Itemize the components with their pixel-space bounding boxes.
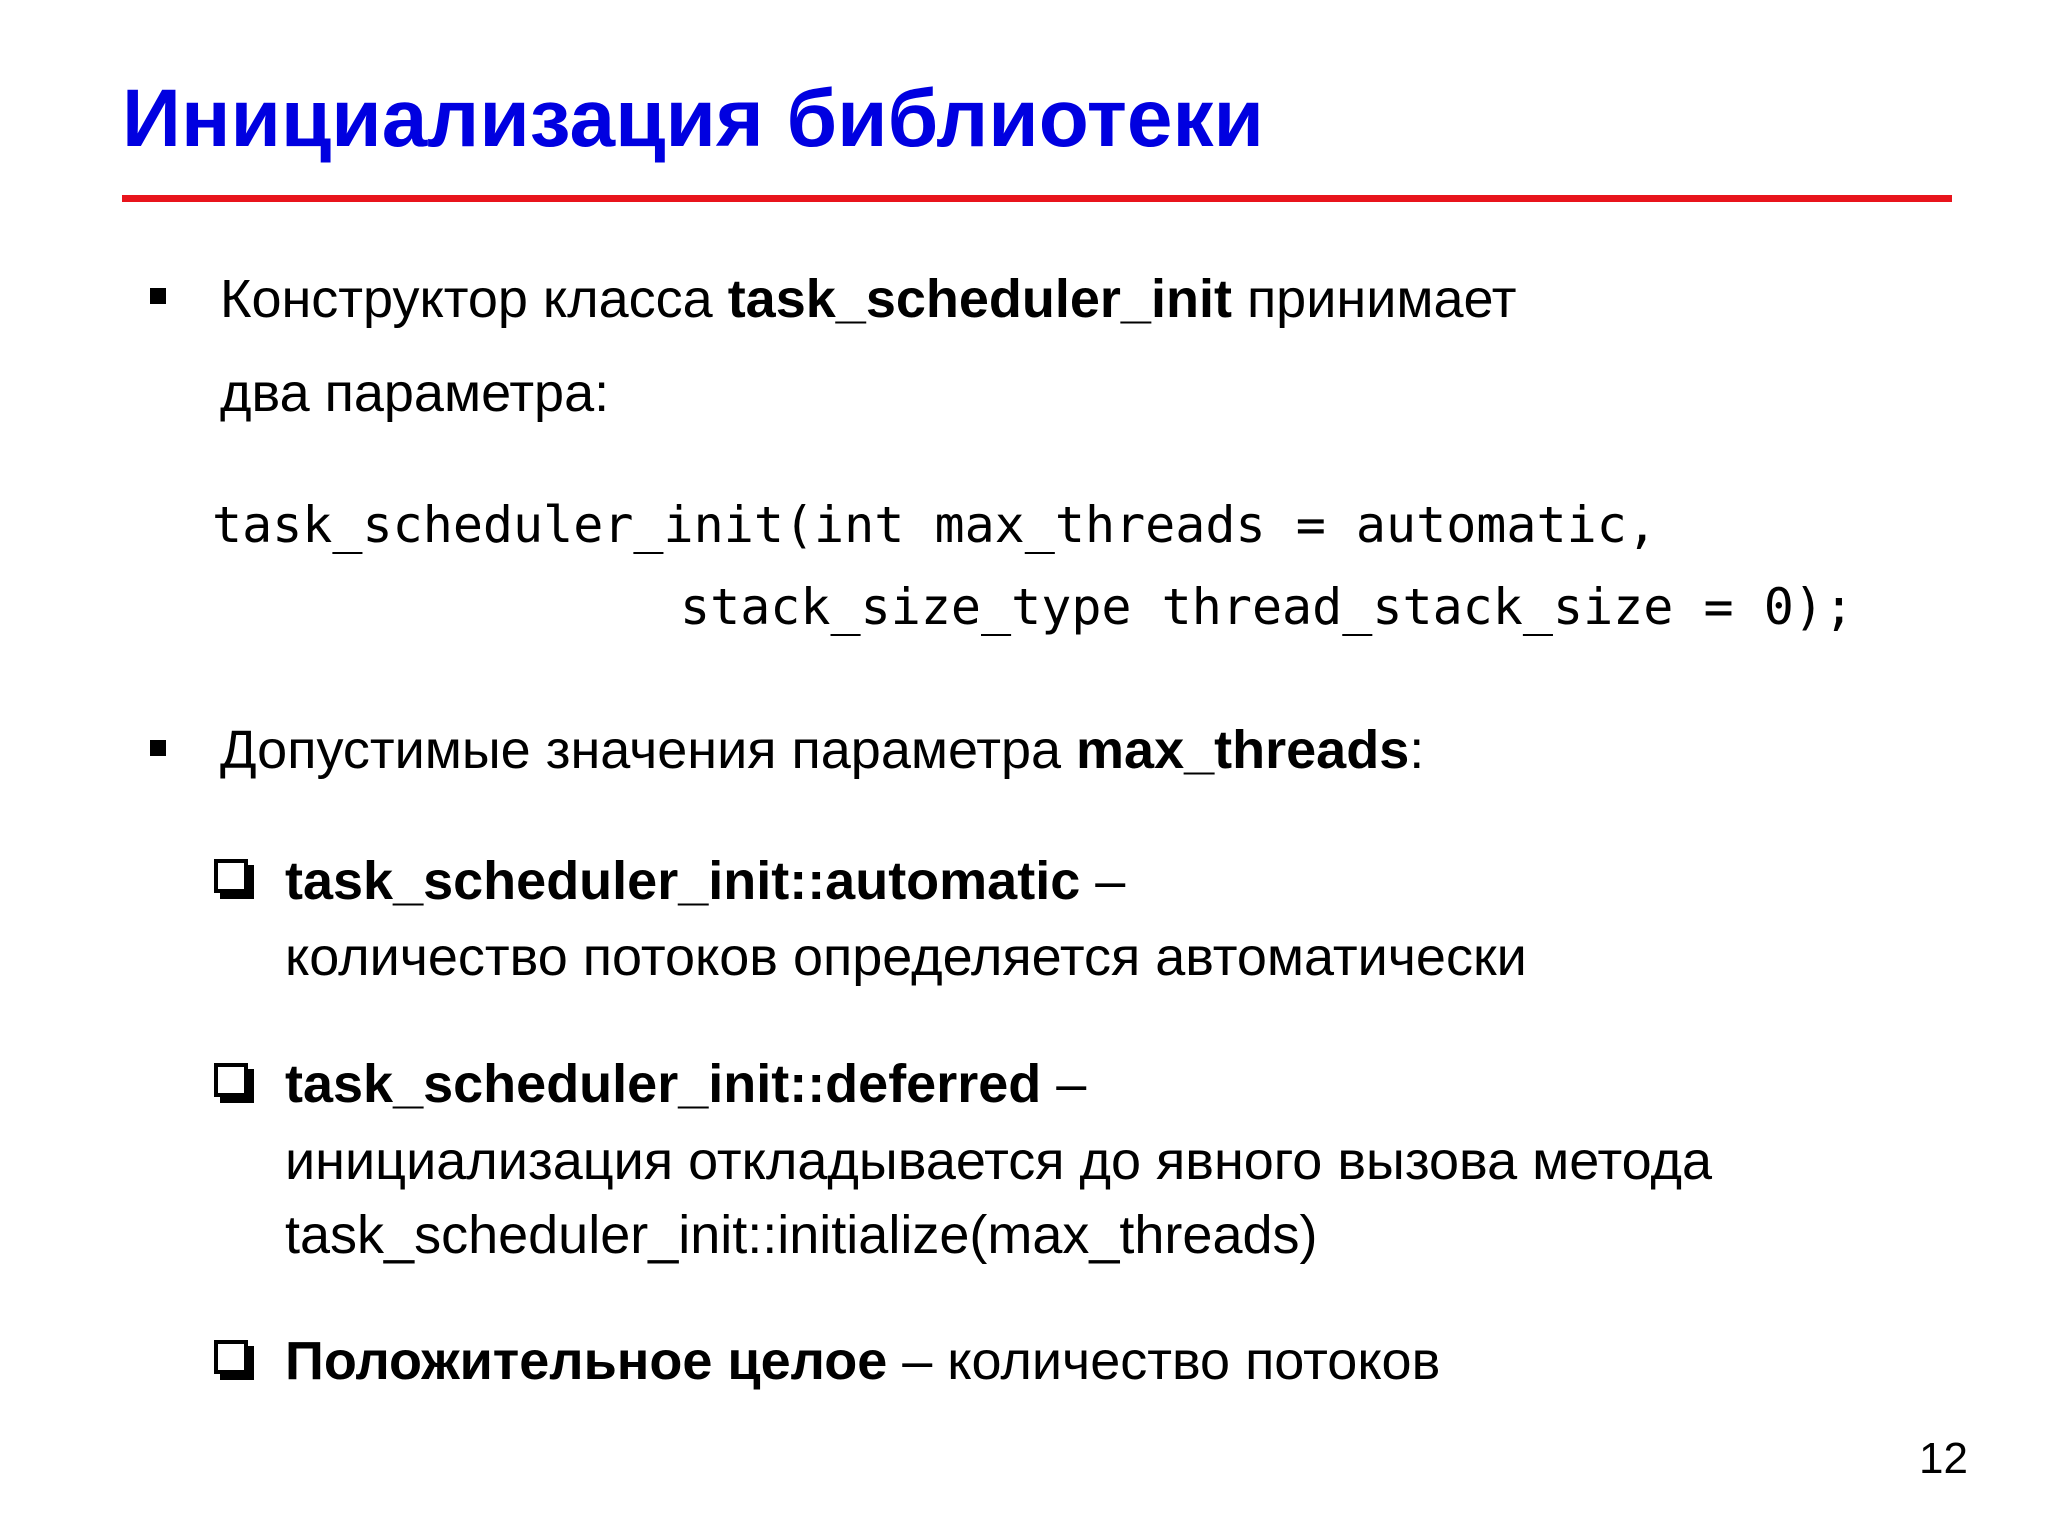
bullet-square-icon — [150, 740, 166, 756]
bullet-1-class-name: task_scheduler_init — [727, 269, 1232, 329]
checkbox-bullet-icon — [214, 859, 248, 893]
bullet-1-suffix: принимает — [1231, 269, 1517, 329]
option-3-name: Положительное целое — [285, 1331, 888, 1391]
checkbox-bullet-icon — [214, 1340, 248, 1374]
option-2-desc-line-1: инициализация откладывается до явного вызова метода — [285, 1131, 1713, 1191]
title-underline — [122, 195, 1952, 202]
bullet-1-line-2: два параметра: — [220, 363, 610, 423]
option-2-desc-line-2: task_scheduler_init::initialize(max_threads) — [285, 1205, 1318, 1265]
option-1-name: task_scheduler_init::automatic — [285, 851, 1081, 911]
option-2-title — [285, 1054, 1087, 1114]
bullet-2-prefix: Допустимые значения параметра — [220, 720, 1077, 780]
option-3-desc: – количество потоков — [887, 1331, 1441, 1391]
checkbox-bullet-icon — [214, 1063, 248, 1097]
bullet-2-suffix: : — [1409, 720, 1425, 780]
option-1-dash: – — [1080, 851, 1126, 911]
bullet-2-line — [220, 720, 1425, 780]
bullet-square-icon — [150, 288, 166, 304]
code-line-2: stack_size_type thread_stack_size = 0); — [680, 578, 1854, 636]
option-1-title — [285, 851, 1126, 911]
code-line-1: task_scheduler_init(int max_threads = automatic, — [212, 496, 1657, 554]
bullet-1-prefix: Конструктор класса — [220, 269, 728, 329]
option-1-desc: количество потоков определяется автоматически — [285, 927, 1527, 987]
slide-title: Инициализация библиотеки — [122, 73, 1264, 164]
bullet-1-line-1 — [220, 269, 1517, 329]
option-3-title — [285, 1331, 1441, 1391]
bullet-2-param-name: max_threads — [1076, 720, 1410, 780]
option-2-dash: – — [1041, 1054, 1087, 1114]
option-2-name: task_scheduler_init::deferred — [285, 1054, 1042, 1114]
page-number: 12 — [1919, 1434, 1968, 1483]
